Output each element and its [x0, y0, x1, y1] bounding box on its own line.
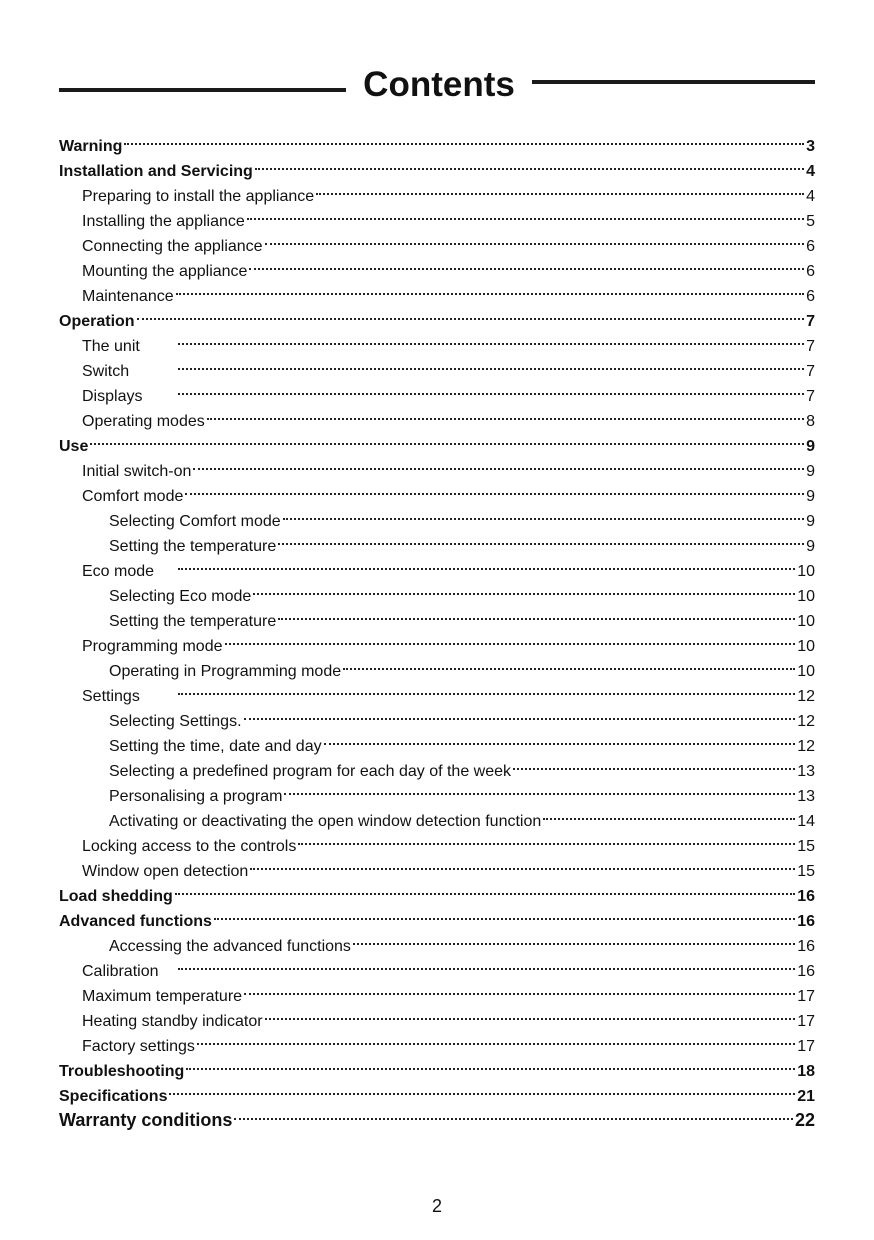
toc-entry-page: 13	[797, 763, 815, 780]
toc-entry[interactable]	[59, 301, 815, 330]
dot-leader	[214, 901, 795, 926]
toc-entry[interactable]	[59, 126, 815, 155]
dot-leader	[244, 976, 795, 1001]
toc-entry-page: 12	[797, 713, 815, 730]
toc-entry-label: Installing the appliance	[82, 213, 245, 230]
page-number: 2	[431, 1196, 442, 1216]
toc-entry[interactable]	[59, 426, 815, 455]
dot-leader	[90, 426, 804, 451]
dot-leader	[178, 326, 804, 351]
toc-entry-page: 6	[806, 238, 815, 255]
toc-entry-label: Heating standby indicator	[82, 1013, 263, 1030]
toc-entry-page: 10	[797, 613, 815, 630]
toc-entry-page: 9	[806, 463, 815, 480]
dot-leader	[193, 451, 804, 476]
dot-leader	[178, 351, 804, 376]
toc-entry-label: Switch	[82, 363, 130, 380]
toc-entry-label: Selecting a predefined program for each day of the week	[109, 763, 512, 780]
toc-entry-label: Specifications	[59, 1088, 168, 1105]
toc-entry-label: Selecting Comfort mode	[109, 513, 281, 530]
toc-entry-page: 4	[806, 188, 815, 205]
dot-leader	[513, 751, 795, 776]
toc-entry-label: The unit	[82, 338, 140, 355]
toc-entry-page: 18	[797, 1063, 815, 1080]
dot-leader	[283, 501, 804, 526]
toc-entry-page: 17	[797, 988, 815, 1005]
toc-entry-label: Factory settings	[82, 1038, 195, 1055]
dot-leader	[255, 151, 804, 176]
dot-leader	[249, 251, 804, 276]
dot-leader	[250, 851, 795, 876]
dot-leader	[278, 526, 804, 551]
toc-entry-label: Operation	[59, 313, 135, 330]
toc-entry-page: 16	[797, 938, 815, 955]
toc-entry[interactable]	[59, 151, 815, 180]
toc-entry-label: Setting the temperature	[109, 538, 277, 555]
toc-entry-label: Preparing to install the appliance	[82, 188, 315, 205]
toc-entry[interactable]	[59, 451, 815, 480]
toc-entry-page: 14	[797, 813, 815, 830]
toc-entry-page: 17	[797, 1038, 815, 1055]
page-title: Contents	[363, 65, 515, 104]
dot-leader	[124, 126, 804, 151]
toc-entry-label: Selecting Eco mode	[109, 588, 252, 605]
toc-entry-page: 9	[806, 538, 815, 555]
dot-leader	[178, 376, 804, 401]
toc-entry-label: Personalising a program	[109, 788, 283, 805]
toc-entry[interactable]	[59, 1101, 815, 1130]
dot-leader	[343, 651, 795, 676]
toc-entry-page: 12	[797, 738, 815, 755]
toc-entry-label: Settings	[82, 688, 140, 705]
toc-entry-label: Locking access to the controls	[82, 838, 297, 855]
toc-entry-label: Advanced functions	[59, 913, 212, 930]
dot-leader	[265, 226, 805, 251]
toc-entry-page: 9	[806, 438, 815, 455]
toc-entry-label: Operating in Programming mode	[109, 663, 342, 680]
toc-entry-page: 16	[797, 963, 815, 980]
dot-leader	[353, 926, 795, 951]
toc-entry-page: 5	[806, 213, 815, 230]
dot-leader	[247, 201, 804, 226]
toc-entry-label: Operating modes	[82, 413, 205, 430]
toc-entry-page: 13	[797, 788, 815, 805]
toc-entry-label: Displays	[82, 388, 143, 405]
toc-entry-label: Activating or deactivating the open window detection function	[109, 813, 542, 830]
dot-leader	[207, 401, 804, 426]
dot-leader	[324, 726, 796, 751]
toc-entry-page: 16	[797, 913, 815, 930]
toc-entry-page: 10	[797, 588, 815, 605]
toc-entry-page: 7	[806, 313, 815, 330]
toc-entry-label: Initial switch-on	[82, 463, 192, 480]
toc-entry-page: 16	[797, 888, 815, 905]
toc-entry-label: Maximum temperature	[82, 988, 243, 1005]
toc-entry-label: Mounting the appliance	[82, 263, 248, 280]
contents-header	[59, 62, 815, 108]
toc-entry-page: 17	[797, 1013, 815, 1030]
dot-leader	[185, 476, 804, 501]
toc-entry-page: 7	[806, 388, 815, 405]
header-rule-right	[532, 80, 815, 84]
dot-leader	[234, 1101, 793, 1126]
toc-entry-page: 9	[806, 513, 815, 530]
toc-entry-page: 12	[797, 688, 815, 705]
dot-leader	[175, 876, 795, 901]
toc-entry-label: Maintenance	[82, 288, 174, 305]
toc-entry-page: 22	[794, 1110, 815, 1130]
toc-entry-page: 6	[806, 263, 815, 280]
toc-entry-label: Programming mode	[82, 638, 223, 655]
toc-entry-label: Comfort mode	[82, 488, 184, 505]
dot-leader	[186, 1051, 795, 1076]
toc-entry[interactable]	[59, 326, 815, 355]
dot-leader	[197, 1026, 795, 1051]
toc-entry-label: Warning	[59, 138, 123, 155]
toc-entry-label: Load shedding	[59, 888, 173, 905]
table-of-contents	[59, 126, 815, 1130]
dot-leader	[178, 951, 795, 976]
toc-entry-page: 15	[797, 838, 815, 855]
dot-leader	[298, 826, 795, 851]
toc-entry-page: 7	[806, 338, 815, 355]
toc-entry-page: 3	[806, 138, 815, 155]
toc-entry-label: Calibration	[82, 963, 159, 980]
dot-leader	[176, 276, 804, 301]
toc-entry-label: Connecting the appliance	[82, 238, 263, 255]
toc-entry-page: 4	[806, 163, 815, 180]
toc-entry-label: Troubleshooting	[59, 1063, 185, 1080]
toc-entry-label: Accessing the advanced functions	[109, 938, 351, 955]
toc-entry-page: 8	[806, 413, 815, 430]
dot-leader	[253, 576, 795, 601]
dot-leader	[543, 801, 795, 826]
dot-leader	[178, 676, 795, 701]
toc-entry-page: 10	[797, 638, 815, 655]
dot-leader	[278, 601, 795, 626]
dot-leader	[178, 551, 795, 576]
dot-leader	[225, 626, 796, 651]
toc-entry-label: Setting the temperature	[109, 613, 277, 630]
toc-entry-page: 15	[797, 863, 815, 880]
dot-leader	[316, 176, 804, 201]
toc-entry-page: 7	[806, 363, 815, 380]
toc-entry-label: Warranty conditions	[59, 1110, 233, 1130]
toc-entry-label: Installation and Servicing	[59, 163, 253, 180]
toc-entry-label: Window open detection	[82, 863, 249, 880]
toc-entry-page: 6	[806, 288, 815, 305]
toc-entry-label: Use	[59, 438, 89, 455]
toc-entry-label: Selecting Settings.	[109, 713, 242, 730]
toc-entry-page: 21	[797, 1088, 815, 1105]
dot-leader	[137, 301, 805, 326]
dot-leader	[265, 1001, 796, 1026]
toc-entry-label: Eco mode	[82, 563, 155, 580]
dot-leader	[244, 701, 796, 726]
dot-leader	[169, 1076, 795, 1101]
toc-entry[interactable]	[59, 1076, 815, 1105]
toc-entry-page: 10	[797, 663, 815, 680]
header-rule-left	[59, 88, 346, 92]
toc-entry-label: Setting the time, date and day	[109, 738, 322, 755]
toc-entry-page: 9	[806, 488, 815, 505]
dot-leader	[284, 776, 795, 801]
toc-entry-page: 10	[797, 563, 815, 580]
